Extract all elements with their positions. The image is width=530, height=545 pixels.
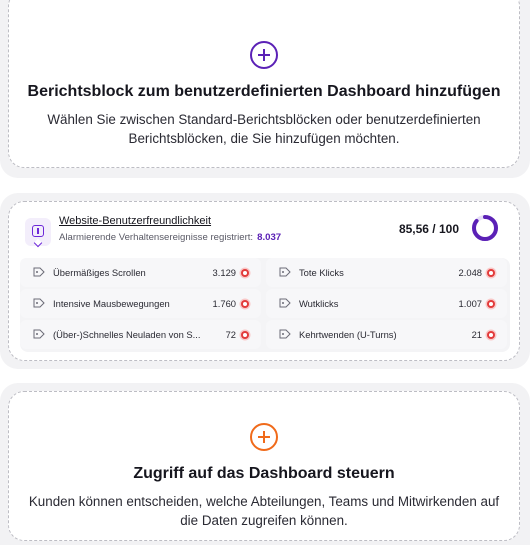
add-report-block-card[interactable]	[8, 0, 520, 168]
metric-value: 1.007	[458, 298, 482, 309]
tag-icon	[33, 298, 45, 308]
tag-icon	[279, 267, 291, 277]
add-block-desc-line1: Wählen Sie zwischen Standard-Berichtsblöcken oder benutzerdefinierten	[47, 112, 481, 127]
usability-logo-icon	[25, 218, 51, 246]
add-block-desc-line2: Berichtsblöcken, die Sie hinzufügen möchten.	[128, 131, 400, 146]
metric-label: Übermäßiges Scrollen	[53, 267, 146, 278]
tag-icon	[279, 298, 291, 308]
alert-dot-icon	[487, 269, 495, 277]
plus-circle-icon[interactable]	[250, 423, 278, 451]
metric-value: 1.760	[212, 298, 236, 309]
widget-title[interactable]: Website-Benutzerfreundlichkeit	[59, 215, 212, 227]
website-usability-widget	[8, 201, 520, 361]
metric-row[interactable]	[266, 320, 507, 349]
metric-label: (Über-)Schnelles Neuladen von S...	[53, 329, 201, 340]
plus-circle-icon[interactable]	[250, 41, 278, 69]
tag-icon	[33, 329, 45, 339]
score-ring-icon	[471, 214, 499, 242]
metric-row[interactable]	[20, 289, 261, 318]
alert-dot-icon	[487, 300, 495, 308]
event-count: 8.037	[257, 232, 282, 243]
alert-dot-icon	[487, 331, 495, 339]
alert-dot-icon	[241, 300, 249, 308]
metric-label: Intensive Mausbewegungen	[53, 298, 170, 309]
metric-row[interactable]	[20, 320, 261, 349]
metric-label: Kehrtwenden (U-Turns)	[299, 329, 397, 340]
tag-icon	[279, 329, 291, 339]
dashboard-access-card[interactable]	[8, 391, 520, 541]
widget-subtitle: Alarmierende Verhaltensereignisse registriert: 8.037	[59, 232, 282, 243]
tag-icon	[33, 267, 45, 277]
metric-row[interactable]	[266, 289, 507, 318]
access-title: Zugriff auf das Dashboard steuern	[133, 465, 395, 482]
alert-dot-icon	[241, 269, 249, 277]
metric-value: 3.129	[212, 267, 236, 278]
access-desc-line2: die Daten zugreifen können.	[180, 513, 348, 528]
metric-value: 21	[471, 329, 482, 340]
metric-value: 2.048	[458, 267, 482, 278]
add-block-title: Berichtsblock zum benutzerdefinierten Dashboard hinzufügen	[27, 83, 501, 100]
metric-label: Wutklicks	[299, 298, 339, 309]
metric-value: 72	[225, 329, 236, 340]
metric-row[interactable]	[266, 258, 507, 287]
alert-dot-icon	[241, 331, 249, 339]
metric-row[interactable]	[20, 258, 261, 287]
metric-label: Tote Klicks	[299, 267, 344, 278]
access-desc-line1: Kunden können entscheiden, welche Abteilungen, Teams und Mitwirkenden auf	[28, 494, 500, 509]
usability-score: 85,56 / 100	[398, 222, 459, 236]
metrics-grid	[20, 258, 510, 352]
